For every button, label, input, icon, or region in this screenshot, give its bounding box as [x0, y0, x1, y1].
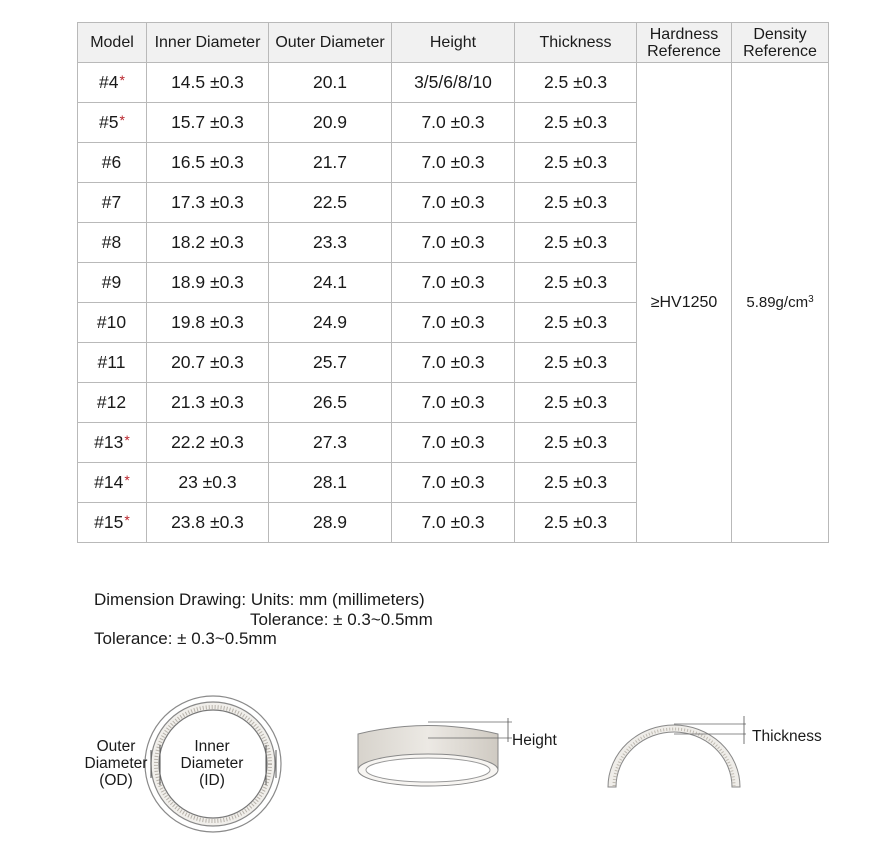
- cell-thickness: 2.5 ±0.3: [515, 503, 637, 543]
- cell-height: 7.0 ±0.3: [392, 103, 515, 143]
- recommended-star: *: [119, 72, 125, 88]
- cell-outer-diameter: 22.5: [269, 183, 392, 223]
- cell-height: 7.0 ±0.3: [392, 423, 515, 463]
- notes-line-1: Dimension Drawing: Units: mm (millimeters): [94, 590, 425, 609]
- header-hardness: Hardness Reference: [637, 23, 732, 63]
- cell-model: #13*: [78, 423, 147, 463]
- cell-outer-diameter: 28.1: [269, 463, 392, 503]
- cell-height: 7.0 ±0.3: [392, 143, 515, 183]
- cell-height: 7.0 ±0.3: [392, 183, 515, 223]
- cell-thickness: 2.5 ±0.3: [515, 263, 637, 303]
- recommended-star: *: [124, 432, 130, 448]
- cell-height: 7.0 ±0.3: [392, 463, 515, 503]
- header-outer-diameter: Outer Diameter: [269, 23, 392, 63]
- cell-outer-diameter: 24.1: [269, 263, 392, 303]
- cell-outer-diameter: 21.7: [269, 143, 392, 183]
- cell-model: #11: [78, 343, 147, 383]
- cell-thickness: 2.5 ±0.3: [515, 63, 637, 103]
- od-label: Outer Diameter (OD): [84, 738, 148, 789]
- cell-thickness: 2.5 ±0.3: [515, 423, 637, 463]
- cell-outer-diameter: 25.7: [269, 343, 392, 383]
- cell-height: 7.0 ±0.3: [392, 223, 515, 263]
- recommended-star: *: [124, 472, 130, 488]
- cell-height: 7.0 ±0.3: [392, 343, 515, 383]
- recommended-star: *: [119, 112, 125, 128]
- cell-density: $5.89g/cm^3$: [732, 63, 829, 543]
- ring-side-view-diagram: [352, 712, 522, 802]
- cell-inner-diameter: 23.8 ±0.3: [147, 503, 269, 543]
- cell-inner-diameter: 19.8 ±0.3: [147, 303, 269, 343]
- cell-outer-diameter: 20.9: [269, 103, 392, 143]
- cell-inner-diameter: 18.9 ±0.3: [147, 263, 269, 303]
- header-height: Height: [392, 23, 515, 63]
- cell-inner-diameter: 21.3 ±0.3: [147, 383, 269, 423]
- cell-height: 7.0 ±0.3: [392, 383, 515, 423]
- header-row: [78, 23, 829, 63]
- cell-model: #9: [78, 263, 147, 303]
- cell-model: #12: [78, 383, 147, 423]
- cell-model: #15*: [78, 503, 147, 543]
- recommended-star: *: [124, 512, 130, 528]
- table-body: [78, 63, 829, 543]
- cell-outer-diameter: 26.5: [269, 383, 392, 423]
- cell-thickness: 2.5 ±0.3: [515, 223, 637, 263]
- header-inner-diameter: Inner Diameter: [147, 23, 269, 63]
- cell-inner-diameter: 20.7 ±0.3: [147, 343, 269, 383]
- header-thickness: Thickness: [515, 23, 637, 63]
- cell-thickness: 2.5 ±0.3: [515, 103, 637, 143]
- cell-model: #4*: [78, 63, 147, 103]
- cell-height: 3/5/6/8/10: [392, 63, 515, 103]
- cell-outer-diameter: 27.3: [269, 423, 392, 463]
- cell-inner-diameter: 23 ±0.3: [147, 463, 269, 503]
- cell-model: #8: [78, 223, 147, 263]
- thickness-label: Thickness: [752, 728, 822, 745]
- cell-inner-diameter: 14.5 ±0.3: [147, 63, 269, 103]
- cell-thickness: 2.5 ±0.3: [515, 143, 637, 183]
- cell-model: #14*: [78, 463, 147, 503]
- cell-thickness: 2.5 ±0.3: [515, 183, 637, 223]
- cell-inner-diameter: 17.3 ±0.3: [147, 183, 269, 223]
- cell-model: #6: [78, 143, 147, 183]
- cell-inner-diameter: 22.2 ±0.3: [147, 423, 269, 463]
- spec-table: [77, 22, 829, 543]
- cell-hardness: ≥HV1250: [637, 63, 732, 543]
- header-density: Density Reference: [732, 23, 829, 63]
- height-label: Height: [512, 732, 557, 749]
- cell-model: #5*: [78, 103, 147, 143]
- cell-outer-diameter: 28.9: [269, 503, 392, 543]
- cell-thickness: 2.5 ±0.3: [515, 383, 637, 423]
- cell-outer-diameter: 24.9: [269, 303, 392, 343]
- cell-thickness: 2.5 ±0.3: [515, 343, 637, 383]
- cell-outer-diameter: 20.1: [269, 63, 392, 103]
- cell-height: 7.0 ±0.3: [392, 303, 515, 343]
- notes-line-3: Tolerance: ± 0.3~0.5mm: [94, 629, 277, 648]
- table-row: [78, 63, 829, 103]
- ring-profile-diagram: [606, 712, 746, 792]
- cell-thickness: 2.5 ±0.3: [515, 463, 637, 503]
- cell-inner-diameter: 16.5 ±0.3: [147, 143, 269, 183]
- cell-model: #10: [78, 303, 147, 343]
- cell-thickness: 2.5 ±0.3: [515, 303, 637, 343]
- cell-model: #7: [78, 183, 147, 223]
- header-model: Model: [78, 23, 147, 63]
- id-label: Inner Diameter (ID): [180, 738, 244, 789]
- cell-height: 7.0 ±0.3: [392, 503, 515, 543]
- notes-line-2: Tolerance: ± 0.3~0.5mm: [250, 610, 433, 629]
- cell-inner-diameter: 15.7 ±0.3: [147, 103, 269, 143]
- cell-inner-diameter: 18.2 ±0.3: [147, 223, 269, 263]
- cell-height: 7.0 ±0.3: [392, 263, 515, 303]
- cell-outer-diameter: 23.3: [269, 223, 392, 263]
